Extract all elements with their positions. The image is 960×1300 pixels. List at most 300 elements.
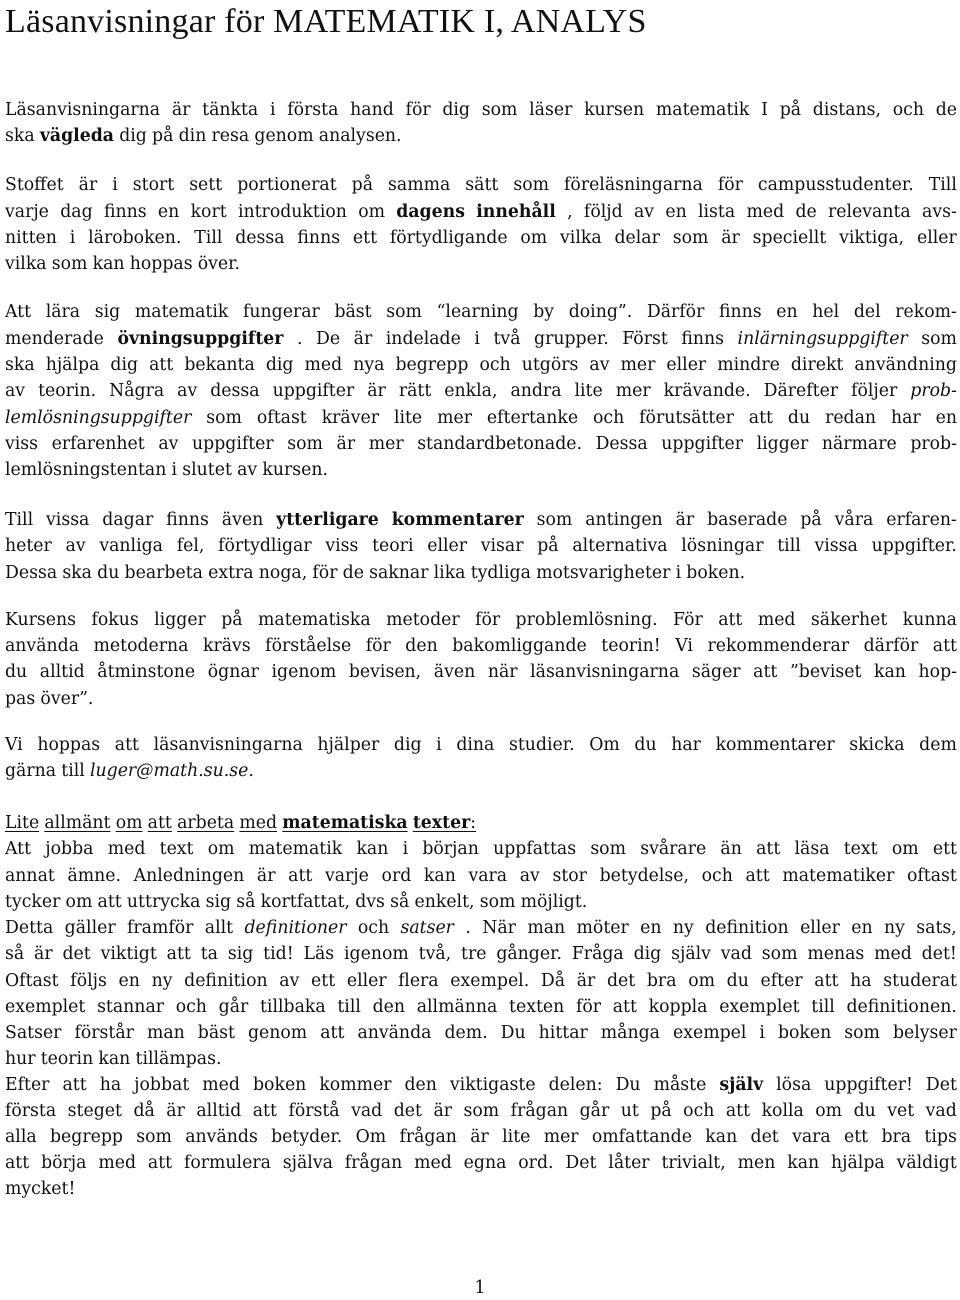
word: skicka: [849, 735, 905, 755]
word: kan: [423, 866, 456, 886]
word: låter: [608, 1153, 650, 1173]
word: ord: [381, 866, 412, 886]
word: viss: [5, 434, 39, 454]
word: teorin!: [601, 636, 661, 656]
word: ska: [5, 126, 35, 146]
word: ha: [850, 971, 872, 991]
word: många: [600, 1023, 660, 1043]
word: på: [650, 1101, 672, 1121]
word: det: [62, 944, 91, 964]
word: till: [337, 997, 361, 1017]
word: finns: [681, 329, 724, 349]
word: använda: [357, 1023, 432, 1043]
word: text: [843, 839, 878, 859]
word: kan: [787, 1153, 820, 1173]
word: det: [750, 1127, 779, 1147]
word: du: [853, 1101, 876, 1121]
word: Om: [355, 1127, 387, 1147]
word: en: [118, 971, 140, 991]
word: att: [147, 813, 172, 833]
word: ny: [672, 918, 694, 938]
word: en: [851, 918, 873, 938]
word: vanliga: [99, 536, 163, 556]
text-line: [5, 758, 957, 784]
word: till: [61, 761, 85, 781]
word: steget: [67, 1101, 122, 1121]
word: möter: [576, 918, 629, 938]
word: och: [357, 918, 390, 938]
word: det: [606, 971, 636, 991]
word: del: [853, 302, 881, 322]
word: sätt: [465, 175, 499, 195]
word: dina: [456, 735, 495, 755]
word: delen:: [548, 1075, 603, 1095]
word: flera: [398, 971, 439, 991]
word: utgörs: [521, 355, 579, 375]
word: av: [158, 434, 179, 454]
word: matematiker: [782, 866, 895, 886]
word: menas: [807, 944, 865, 964]
word: lemlösningstentan: [5, 460, 167, 480]
word: ett: [932, 839, 957, 859]
word: efter: [760, 971, 803, 991]
word: viss: [325, 536, 359, 556]
word: med: [202, 1075, 240, 1095]
word: heter: [5, 536, 52, 556]
word: analysen.: [318, 126, 402, 146]
word: vilka: [560, 228, 602, 248]
word: motsvarigheter: [536, 563, 671, 583]
word: att: [814, 971, 839, 991]
word: hop-: [918, 662, 957, 682]
word: att: [745, 866, 770, 886]
text-line: [5, 97, 957, 123]
word: studerat: [883, 971, 957, 991]
word: så: [390, 892, 410, 912]
word: när: [487, 662, 518, 682]
word: som: [672, 228, 709, 248]
word: resa: [211, 126, 250, 146]
word: sig: [205, 892, 232, 912]
word: för: [475, 610, 501, 630]
text-line: [5, 326, 957, 352]
word: allt: [204, 918, 234, 938]
word: med: [107, 839, 146, 859]
word: om: [65, 892, 93, 912]
text-line: [5, 810, 957, 836]
word: hand: [350, 100, 394, 120]
word: det: [393, 1101, 422, 1121]
word: Först: [622, 329, 668, 349]
word: som: [206, 408, 242, 428]
word: :: [470, 813, 477, 833]
word: hoppas: [129, 254, 193, 274]
word: som: [479, 892, 516, 912]
word: matematik: [134, 302, 229, 322]
word: dig: [265, 355, 294, 375]
word: sig: [227, 944, 254, 964]
word: att: [932, 636, 957, 656]
word: som: [513, 175, 550, 195]
word: hur: [5, 1049, 36, 1069]
word: förtydligar: [218, 536, 312, 556]
word: av: [5, 381, 26, 401]
word: att: [288, 866, 313, 886]
word: svårare: [640, 839, 707, 859]
word: finns: [718, 302, 762, 322]
word: antingen: [585, 510, 663, 530]
word: För: [673, 610, 703, 630]
word: Att: [5, 302, 32, 322]
word: till: [811, 997, 835, 1017]
word: andra: [510, 381, 562, 401]
word: dvs: [355, 892, 385, 912]
word: eller: [917, 228, 957, 248]
word: teorin: [40, 1049, 94, 1069]
word: Vi: [5, 735, 23, 755]
word: erfaren-: [886, 510, 957, 530]
word: oftast: [906, 866, 957, 886]
word: bearbeta: [124, 563, 203, 583]
word: hjälper: [317, 735, 380, 755]
word: med: [239, 813, 278, 833]
text-line: [5, 941, 957, 967]
word: de: [935, 100, 957, 120]
word: ett: [844, 1127, 869, 1147]
word: bekanta: [184, 355, 255, 375]
word: igenom: [271, 662, 337, 682]
word: sett: [189, 175, 223, 195]
word: varje: [5, 202, 49, 222]
word: är: [353, 329, 373, 349]
word: mer: [543, 1127, 579, 1147]
word: matematik: [248, 839, 343, 859]
word: Satser: [5, 1023, 62, 1043]
word: mer: [620, 355, 656, 375]
word: visar: [480, 536, 524, 556]
word: .: [248, 761, 254, 781]
word: man: [146, 1023, 185, 1043]
word: använda: [5, 636, 79, 656]
word: används: [185, 1127, 258, 1147]
word: dig: [393, 735, 422, 755]
word: rätt: [398, 381, 432, 401]
word: ett: [352, 228, 378, 248]
word: genom: [247, 1023, 308, 1043]
word: lösa: [776, 1075, 812, 1095]
word: förstå: [288, 1101, 340, 1121]
word: går: [579, 1101, 610, 1121]
word: stort: [132, 175, 175, 195]
word: följs: [70, 971, 107, 991]
word: du: [5, 662, 28, 682]
word: en: [640, 918, 662, 938]
word: av: [65, 536, 86, 556]
word: dagens: [396, 202, 465, 222]
word: dag: [60, 202, 93, 222]
word: att: [612, 997, 637, 1017]
word: om: [358, 202, 385, 222]
word: själva: [282, 1153, 333, 1173]
word: distans,: [812, 100, 881, 120]
word: att: [718, 610, 743, 630]
word: hoppas: [37, 735, 101, 755]
word: som: [463, 1101, 500, 1121]
word: av: [633, 202, 655, 222]
word: bakomliggande: [452, 636, 587, 656]
word: men: [737, 1153, 776, 1173]
word: med: [414, 1153, 452, 1173]
word: läser: [529, 100, 573, 120]
word: direkt: [790, 355, 844, 375]
word: definition: [705, 918, 789, 938]
word: ögnar: [207, 662, 259, 682]
word: vilka: [5, 254, 47, 274]
word: egna: [463, 1153, 507, 1173]
word: är: [166, 1101, 185, 1121]
word: dig: [633, 944, 662, 964]
word: alltid: [196, 1101, 242, 1121]
word: är: [433, 1101, 453, 1121]
word: texter: [412, 813, 471, 833]
word: första: [5, 1101, 57, 1121]
word: över.: [197, 254, 241, 274]
word: två,: [418, 944, 452, 964]
word: om: [891, 839, 919, 859]
word: tänkta: [202, 100, 259, 120]
word: följd: [583, 202, 623, 222]
word: sats,: [916, 918, 957, 938]
word: nitten: [5, 228, 57, 248]
word: vad: [720, 944, 752, 964]
word: finns: [297, 228, 341, 248]
word: om: [207, 839, 235, 859]
word: läsanvisningarna: [530, 662, 680, 682]
word: med: [757, 610, 796, 630]
word: är: [78, 175, 98, 195]
word: kan: [356, 839, 389, 859]
word: ny: [884, 918, 905, 938]
word: alternativa: [572, 536, 668, 556]
word: saknar: [369, 563, 429, 583]
word: säkerhet: [810, 610, 888, 630]
word: prob-: [910, 434, 957, 454]
word: dagar: [102, 510, 154, 530]
word: så: [236, 892, 256, 912]
word: jobbat: [134, 1075, 190, 1095]
word: boken: [253, 1075, 307, 1095]
word: den: [372, 997, 406, 1017]
word: kan: [98, 1049, 131, 1069]
word: vissa: [814, 536, 858, 556]
word: för: [575, 997, 602, 1017]
word: portionerat: [237, 175, 337, 195]
word: har: [671, 735, 701, 755]
word: föreläsningarna: [564, 175, 703, 195]
page-number: 1: [474, 1278, 486, 1298]
word: bra: [646, 971, 677, 991]
word: närmare: [821, 434, 897, 454]
word: vägleda: [39, 126, 115, 146]
word: på: [779, 100, 802, 120]
word: ska: [5, 355, 35, 375]
word: förutsätter: [639, 408, 734, 428]
word: ytterligare: [276, 510, 379, 530]
word: boken: [777, 1023, 832, 1043]
word: framför: [126, 918, 194, 938]
word: teori: [372, 536, 414, 556]
text-line: [5, 836, 957, 862]
word: läsanvisningarna: [153, 735, 303, 755]
page-title: Läsanvisningar för MATEMATIK I, ANALYS: [5, 3, 647, 40]
word: ligger: [154, 610, 206, 630]
text-line: [5, 633, 957, 659]
text-line: [5, 533, 957, 559]
word: exempel.: [450, 971, 530, 991]
word: själv: [719, 1075, 764, 1095]
word: i: [269, 100, 276, 120]
word: och: [593, 408, 625, 428]
word: för: [365, 636, 391, 656]
word: är: [367, 381, 386, 401]
word: exemplet: [5, 997, 86, 1017]
word: en: [776, 302, 798, 322]
text-line: [5, 863, 957, 889]
word: Dessa: [5, 563, 58, 583]
word: Du: [500, 1023, 526, 1043]
word: uppgifter: [661, 434, 743, 454]
text-line: [5, 457, 957, 483]
word: by: [533, 302, 555, 322]
word: är: [470, 1127, 489, 1147]
word: man: [527, 918, 566, 938]
word: standardbetonade.: [417, 434, 582, 454]
word: gånger.: [496, 944, 562, 964]
word: lösningar: [681, 536, 764, 556]
word: samma: [388, 175, 451, 195]
text-line: [5, 378, 957, 404]
word: kolla: [761, 1101, 804, 1121]
word: förstår: [74, 1023, 134, 1043]
word: baserade: [707, 510, 788, 530]
word: tillbaka: [259, 997, 326, 1017]
word: med: [874, 944, 912, 964]
word: oftast: [256, 408, 307, 428]
word: i: [69, 228, 76, 248]
text-line: [5, 1098, 957, 1124]
text-line: [5, 659, 957, 685]
word: första: [287, 100, 339, 120]
word: fokus: [91, 610, 139, 630]
word: .: [296, 329, 303, 349]
word: kursen: [584, 100, 645, 120]
word: lemlösningsuppgifter: [5, 408, 192, 428]
word: av: [177, 381, 198, 401]
word: alla: [5, 1127, 37, 1147]
word: hjälpa: [45, 355, 100, 375]
word: den: [405, 636, 438, 656]
word: kommentarer: [715, 735, 835, 755]
word: till: [777, 536, 801, 556]
word: och: [479, 355, 511, 375]
word: Då: [540, 971, 566, 991]
word: viktigaste: [449, 1075, 536, 1095]
word: de: [342, 563, 364, 583]
word: krävs: [202, 636, 251, 656]
word: som: [51, 254, 88, 274]
word: på: [800, 510, 822, 530]
word[interactable]: luger@math.su.se: [89, 761, 249, 781]
word: vad: [925, 1101, 957, 1121]
word: att: [320, 1023, 345, 1043]
word: uppgifter.: [871, 536, 957, 556]
text-line: [5, 1150, 957, 1176]
word: dem.: [444, 1023, 488, 1043]
word: campusstudenter.: [757, 175, 914, 195]
text-line: [5, 732, 957, 758]
word: Några: [109, 381, 165, 401]
word: lite: [574, 381, 603, 401]
word: matematiska: [258, 610, 371, 630]
word: om: [115, 813, 143, 833]
word: formulera: [183, 1153, 271, 1173]
word: en: [157, 202, 180, 222]
word: Till: [194, 228, 223, 248]
word: studier.: [508, 735, 575, 755]
text-line: [5, 405, 957, 431]
word: frågan: [510, 1101, 569, 1121]
word: som: [386, 302, 422, 322]
word: kan: [874, 662, 906, 682]
word: i: [112, 175, 118, 195]
word: mycket!: [5, 1179, 76, 1199]
word: de: [795, 202, 817, 222]
word: är: [336, 434, 356, 454]
word: igenom: [344, 944, 409, 964]
word: säger: [691, 662, 741, 682]
word: i: [474, 329, 480, 349]
word: är: [576, 971, 596, 991]
word: noga,: [258, 563, 308, 583]
word: uppgifter!: [824, 1075, 913, 1095]
word: problemlösning.: [515, 610, 658, 630]
word: är: [34, 944, 53, 964]
word: gärna: [5, 761, 57, 781]
word: alltid: [39, 662, 85, 682]
word: vara: [468, 866, 508, 886]
word: Du: [615, 1075, 641, 1095]
word: förståelse: [265, 636, 352, 656]
word: Oftast: [5, 971, 59, 991]
word: kortfattat,: [260, 892, 351, 912]
word: koppla: [648, 997, 708, 1017]
word: arbeta: [177, 813, 235, 833]
text-line: [5, 1072, 957, 1098]
word: att: [147, 1153, 173, 1173]
word: matematiska: [282, 813, 408, 833]
word: dem: [919, 735, 957, 755]
word: även: [433, 662, 476, 682]
word: som: [844, 1023, 880, 1043]
word: att: [62, 1075, 87, 1095]
word: att: [114, 735, 139, 755]
word: om: [688, 971, 715, 991]
word: än: [720, 839, 742, 859]
word: ut: [620, 1101, 639, 1121]
word: delar: [614, 228, 660, 248]
word: en: [665, 202, 687, 222]
word: som: [590, 839, 626, 859]
